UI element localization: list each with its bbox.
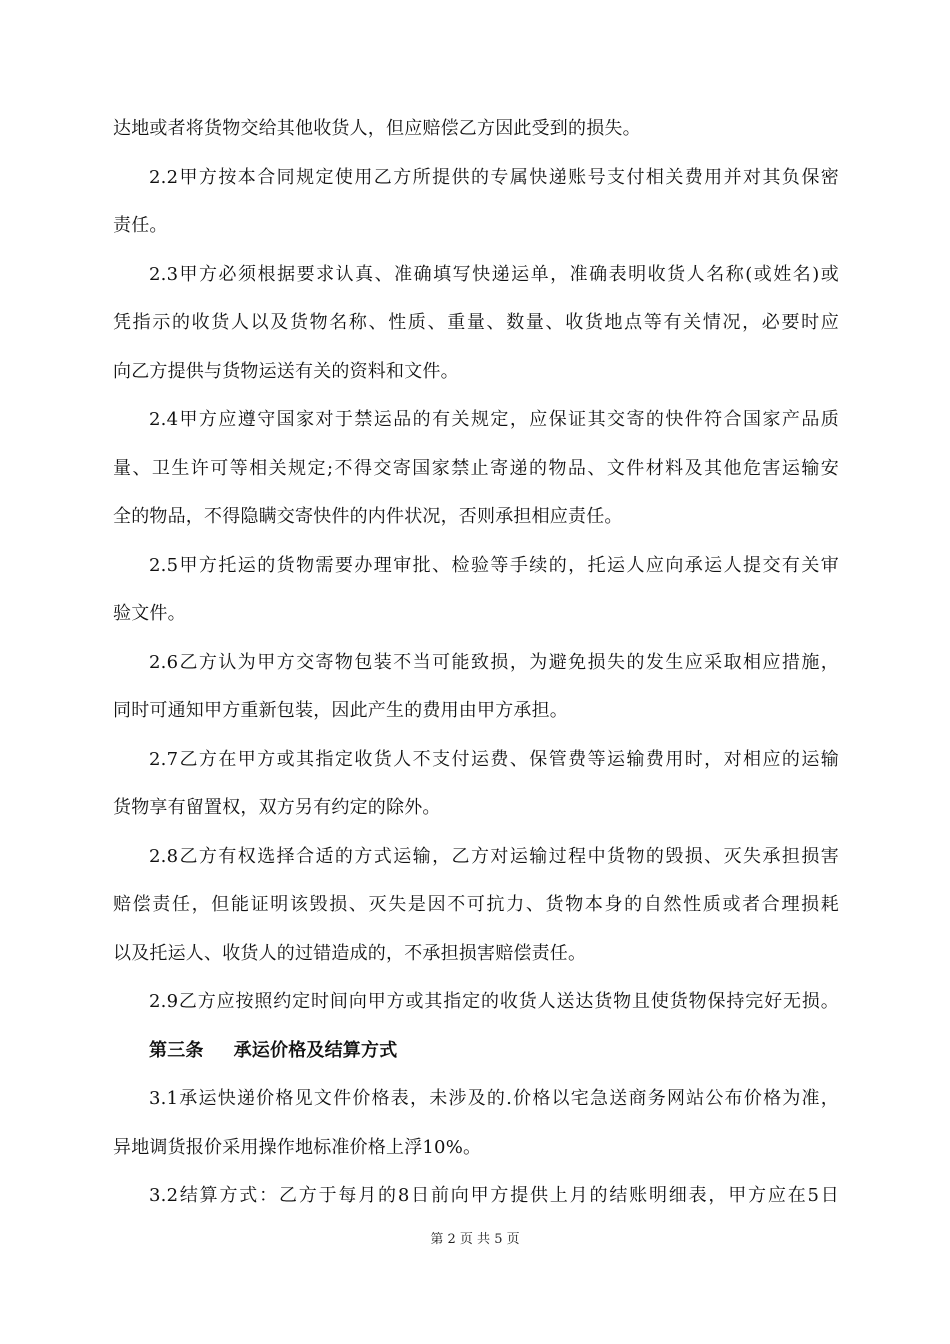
clause-3-1-line-1: 3.1承运快递价格见文件价格表，未涉及的.价格以宅急送商务网站公布价格为准， [149,1088,839,1109]
clause-2-6-line-1: 2.6乙方认为甲方交寄物包装不当可能致损，为避免损失的发生应采取相应措施， [149,651,839,673]
section-3-number: 第三条 [149,1039,204,1061]
clause-2-4-line-2: 量、卫生许可等相关规定;不得交寄国家禁止寄递的物品、文件材料及其他危害运输安 [113,457,839,479]
clause-2-4-line-1: 2.4甲方应遵守国家对于禁运品的有关规定，应保证其交寄的快件符合国家产品质 [149,409,839,430]
clause-2-7-line-1: 2.7乙方在甲方或其指定收货人不支付运费、保管费等运输费用时，对相应的运输 [149,748,839,770]
section-3-heading [113,1027,839,1076]
clause-2-3-line-1: 2.3甲方必须根据要求认真、准确填写快递运单，准确表明收货人名称(或姓名)或 [149,263,839,285]
clause-2-8-line-3: 以及托运人、收货人的过错造成的，不承担损害赔偿责任。 [113,942,587,964]
clause-2-5-line-2: 验文件。 [113,603,186,624]
clause-2-5-line-1: 2.5甲方托运的货物需要办理审批、检验等手续的，托运人应向承运人提交有关审 [149,554,839,576]
clause-2-8-line-1: 2.8乙方有权选择合适的方式运输，乙方对运输过程中货物的毁损、灭失承担损害 [149,845,839,867]
clause-2-3-line-3: 向乙方提供与货物运送有关的资料和文件。 [113,360,459,382]
clause-3-1-line-2: 异地调货报价采用操作地标准价格上浮10%。 [113,1136,482,1158]
clause-2-9-line-1: 2.9乙方应按照约定时间向甲方或其指定的收货人送达货物且使货物保持完好无损。 [149,991,839,1012]
clause-2-6-line-2: 同时可通知甲方重新包装，因此产生的费用由甲方承担。 [113,700,568,721]
clause-2-7-line-2: 货物享有留置权，双方另有约定的除外。 [113,797,441,818]
clause-2-2-line-1: 2.2甲方按本合同规定使用乙方所提供的专属快递账号支付相关费用并对其负保密 [149,166,839,188]
paragraph-line: 达地或者将货物交给其他收货人，但应赔偿乙方因此受到的损失。 [113,118,641,139]
clause-2-8-line-2: 赔偿责任，但能证明该毁损、灭失是因不可抗力、货物本身的自然性质或者合理损耗 [113,894,839,915]
clause-2-2-line-2: 责任。 [113,215,168,236]
section-3-title: 承运价格及结算方式 [233,1039,398,1061]
page-number-footer: 第 2 页 共 5 页 [430,1232,520,1247]
document-body [113,105,839,1221]
clause-3-2-line-1: 3.2结算方式：乙方于每月的8日前向甲方提供上月的结账明细表，甲方应在5日 [149,1185,839,1206]
clause-2-3-line-2: 凭指示的收货人以及货物名称、性质、重量、数量、收货地点等有关情况，必要时应 [113,312,839,333]
clause-2-4-line-3: 全的物品，不得隐瞒交寄快件的内件状况，否则承担相应责任。 [113,506,623,527]
